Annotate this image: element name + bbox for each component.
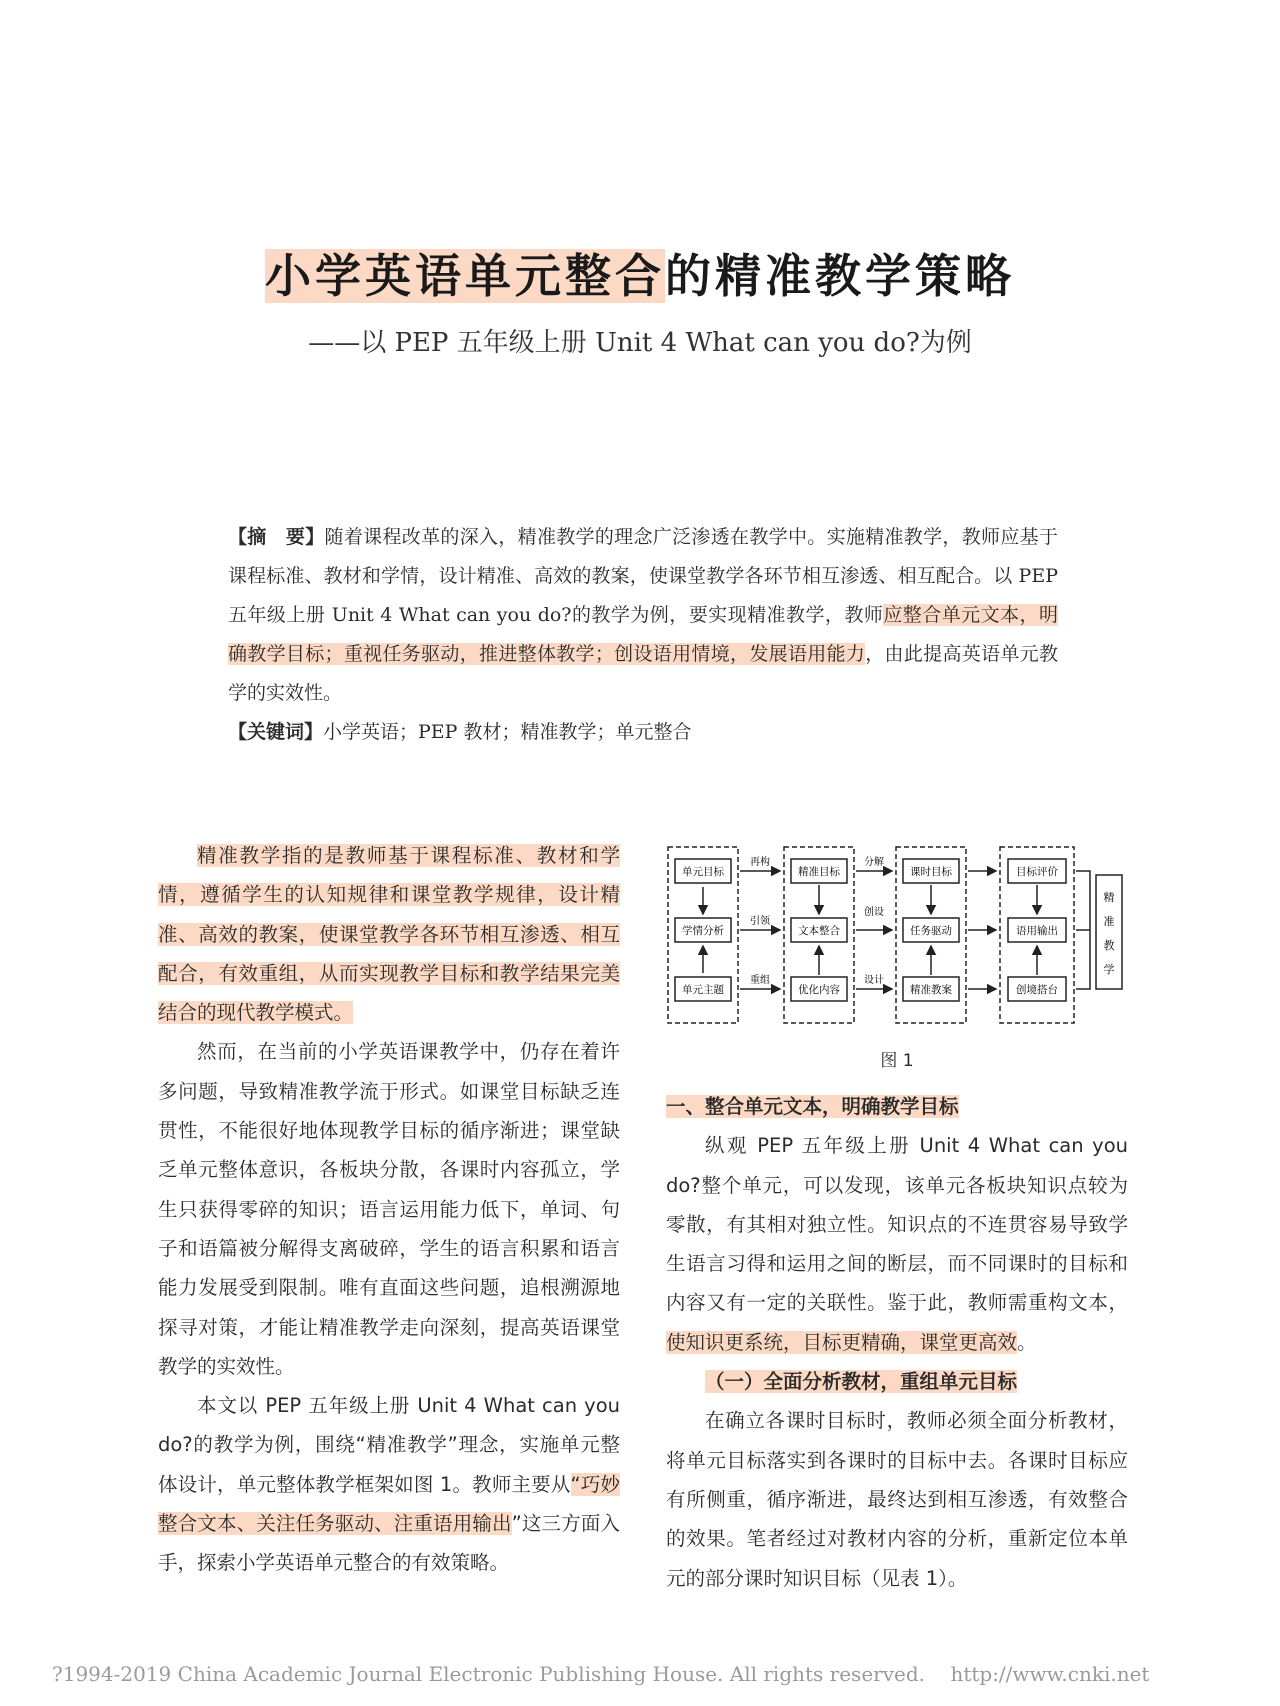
svg-text:学: 学	[1103, 963, 1115, 976]
link-label-4: 分解	[864, 857, 884, 868]
article-title	[0, 240, 1280, 306]
copyright-footer: ?1994-2019 China Academic Journal Electronic Publishing House. All rights reserved. http://www.cnki.net	[52, 1662, 1150, 1686]
right-paragraph-1	[666, 1126, 1128, 1362]
svg-text:任务驱动: 任务驱动	[910, 925, 952, 937]
right-paragraph-2: 在确立各课时目标时，教师必须全面分析教材，将单元目标落实到各课时的目标中去。各课时目标应有所侧重，循序渐进，最终达到相互渗透，有效整合的效果。笔者经过对教材内容的分析，重新定位本单元的部分课时知识目标（见表 1）。	[666, 1409, 1128, 1590]
svg-text:语用输出: 语用输出	[1016, 925, 1058, 937]
svg-text:准: 准	[1103, 915, 1115, 928]
svg-text:优化内容: 优化内容	[798, 984, 840, 996]
col1-box-3	[675, 977, 731, 1001]
left-paragraph-3	[158, 1386, 620, 1582]
link-label-2: 引领	[750, 916, 770, 927]
title-part-1: 小学英语	[265, 249, 465, 303]
abstract-text-1: 随着课程改革的深入，精准教学的理念广泛渗透在教学中。实施精准教学，教师应基于课程标准、教材和学情，设计精准、高效的教案，使课堂教学各环节相互渗透、相互配合。以 PEP 五年级上册 Unit 4 What can you do?的教学为例，要实现精准教学，教师	[228, 526, 1058, 626]
right-p1-text-2: 。	[1017, 1330, 1037, 1354]
svg-text:精准目标: 精准目标	[798, 866, 840, 878]
abstract-text-2: ，由此提高英语单元教学的实效性。	[228, 643, 1058, 704]
svg-text:单元目标: 单元目标	[682, 866, 724, 878]
col4-box-2	[1008, 918, 1066, 942]
abstract-label: 【摘 要】	[228, 526, 325, 548]
abstract-highlight: 应整合单元文本，明确教学目标；重视任务驱动，推进整体教学；创设语用情境，发展语用能力	[228, 604, 1058, 665]
link-label-6: 设计	[864, 975, 884, 986]
svg-text:单元主题: 单元主题	[682, 984, 724, 996]
keywords-label: 【关键词】	[228, 721, 324, 743]
side-box-precision-teaching	[1096, 875, 1122, 989]
left-p3-text-1: 本文以 PEP 五年级上册 Unit 4 What can you do?的教学为例，围绕“精准教学”理念，实施单元整体设计，单元整体教学框架如图 1。教师主要从	[158, 1394, 620, 1496]
left-p3-text-2: ”这三方面入手，探索小学英语单元整合的有效策略。	[158, 1512, 620, 1575]
col3-box-2	[903, 918, 959, 942]
section-heading-1: 一、整合单元文本，明确教学目标	[666, 1095, 959, 1118]
svg-text:教: 教	[1103, 939, 1115, 952]
svg-text:创境搭台: 创境搭台	[1016, 984, 1058, 996]
left-paragraph-2: 然而，在当前的小学英语课教学中，仍存在着许多问题，导致精准教学流于形式。如课堂目标缺乏连贯性，不能很好地体现教学目标的循序渐进；课堂缺乏单元整体意识，各板块分散，各课时内容孤立，学生只获得零碎的知识；语言运用能力低下，单词、句子和语篇被分解得支离破碎，学生的语言积累和语言能力发展受到限制。唯有直面这些问题，追根溯源地探寻对策，才能让精准教学走向深刻，提高英语课堂教学的实效性。	[158, 1040, 620, 1378]
right-p1-text-1: 纵观 PEP 五年级上册 Unit 4 What can you do?整个单元，可以发现，该单元各板块知识点较为零散，有其相对独立性。知识点的不连贯容易导致学生语言习得和运用之间的断层，而不同课时的目标和内容又有一定的关联性。鉴于此，教师需重构文本，	[666, 1134, 1128, 1315]
title-part-3: 的精准教学策略	[665, 249, 1015, 303]
svg-text:学情分析: 学情分析	[682, 925, 724, 937]
col4-box-3	[1008, 977, 1066, 1001]
link-label-3: 重组	[750, 975, 770, 986]
abstract-paragraph	[228, 518, 1058, 713]
title-part-2: 单元整合	[465, 249, 665, 303]
link-label-5: 创设	[864, 907, 884, 918]
col1-box-2	[675, 918, 731, 942]
svg-text:目标评价: 目标评价	[1016, 866, 1058, 878]
col4-box-1	[1008, 859, 1066, 883]
col2-box-1	[791, 859, 847, 883]
svg-text:精: 精	[1103, 891, 1115, 904]
right-column	[666, 1087, 1128, 1598]
figure-caption: 图 1	[880, 1051, 914, 1071]
section-heading-2: （一）全面分析教材，重组单元目标	[705, 1370, 1018, 1394]
svg-text:文本整合: 文本整合	[798, 925, 840, 937]
keywords-text: 小学英语；PEP 教材；精准教学；单元整合	[323, 721, 692, 743]
article-subtitle: ——以 PEP 五年级上册 Unit 4 What can you do?为例	[308, 328, 972, 358]
left-p3-highlight: “巧妙整合文本、关注任务驱动、注重语用输出	[158, 1472, 620, 1536]
col2-box-2	[791, 918, 847, 942]
svg-text:精准教案: 精准教案	[910, 984, 952, 996]
col2-box-3	[791, 977, 847, 1001]
svg-text:课时目标: 课时目标	[910, 866, 952, 878]
abstract-block	[228, 518, 1058, 752]
teaching-framework-diagram	[666, 845, 1128, 1037]
link-label-1: 再构	[750, 857, 770, 868]
left-p1-highlight: 精准教学指的是教师基于课程标准、教材和学情，遵循学生的认知规律和课堂教学规律，设计精准、高效的教案，使课堂教学各环节相互渗透、相互配合，有效重组，从而实现教学目标和教学结果完美结合的现代教学模式。	[158, 844, 620, 1025]
right-p1-highlight: 使知识更系统，目标更精确，课堂更高效	[666, 1330, 1018, 1354]
col1-box-1	[675, 859, 731, 883]
left-paragraph-1	[158, 836, 620, 1032]
left-column	[158, 836, 620, 1583]
col3-box-3	[903, 977, 959, 1001]
col3-box-1	[903, 859, 959, 883]
keywords-paragraph	[228, 713, 1058, 752]
